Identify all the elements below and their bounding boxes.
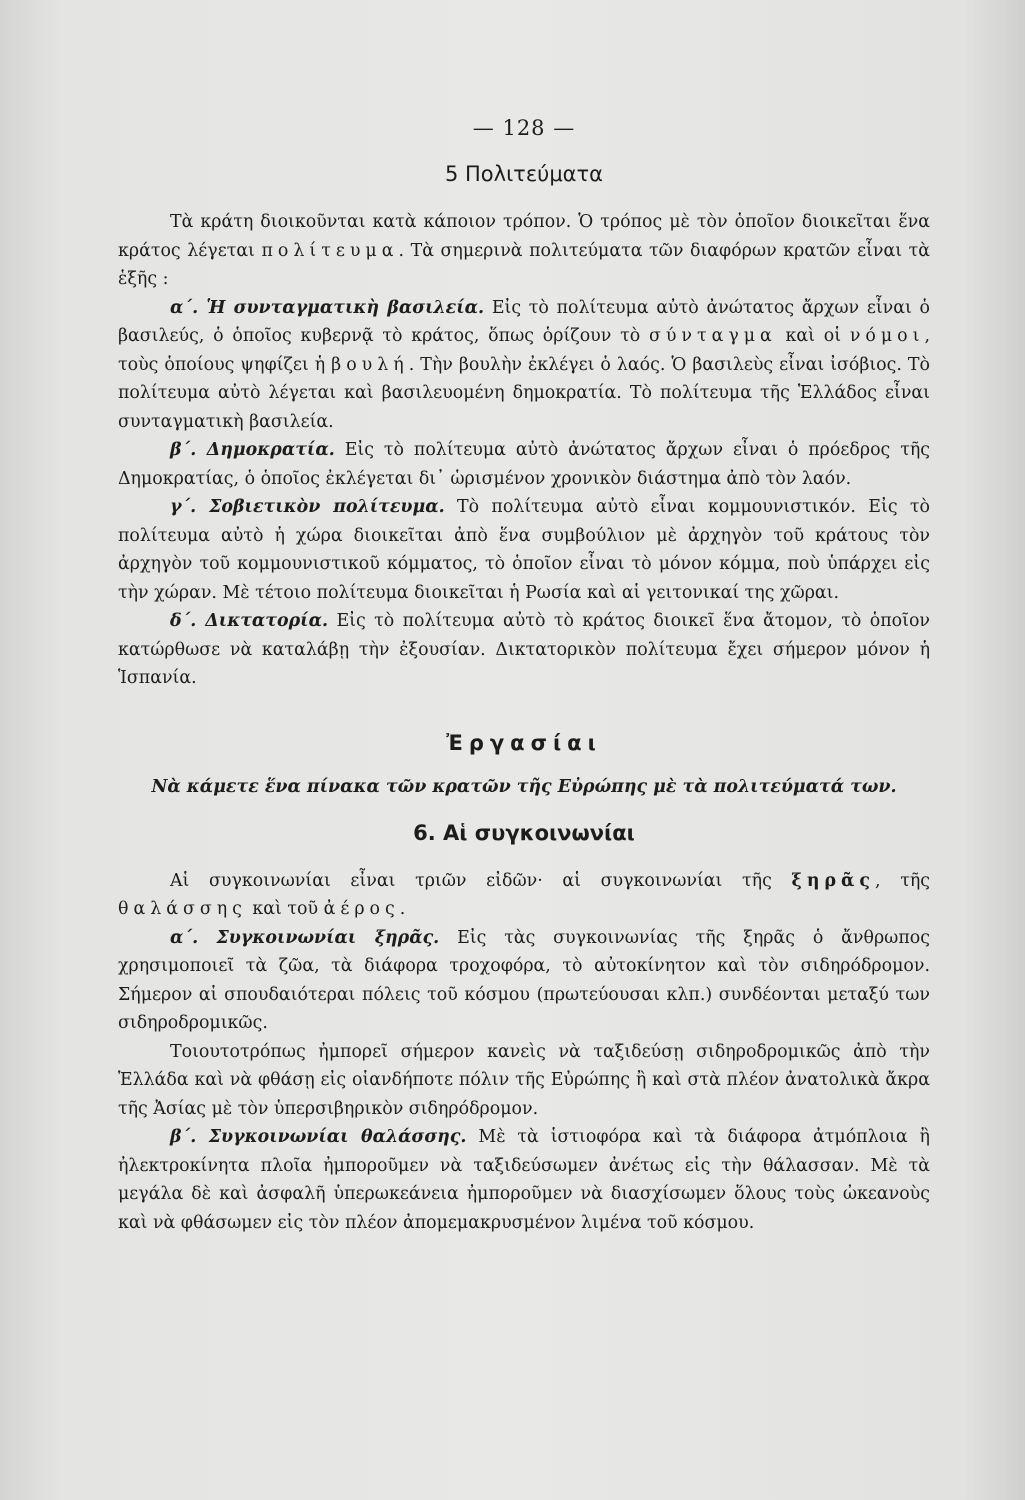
paragraph-sea-transport xyxy=(118,1123,930,1237)
item-title: δ΄. Δικτατορία. xyxy=(170,611,329,631)
paragraph-soviet-regime xyxy=(118,493,930,607)
paragraph-text: Εἰς τὸ πολίτευμα αὐτὸ τὸ κράτος διοικεῖ ἕνα ἄτομον, τὸ ὁποῖον κατώρθωσε νὰ καταλάβῃ τὴν ἐξουσίαν. Δικτατορικὸν πολίτευμα ἔχει σήμερον μόνον ἡ Ἱσπανία. xyxy=(118,611,930,688)
item-title: β΄. Συγκοινωνίαι θαλάσσης. xyxy=(170,1127,467,1147)
paragraph-text: . Τὴν βουλὴν ἐκλέγει ὁ λαός. Ὁ βασιλεὺς εἶναι ἰσόβιος. Τὸ πολίτευμα αὐτὸ λέγεται καὶ βασιλευομένη δημοκρατία. Τὸ πολίτευμα τῆς Ἑλλάδος εἶναι συνταγματικὴ βασιλεία. xyxy=(118,354,931,432)
intro-text: Αἱ συγκοινωνίαι εἶναι τριῶν εἰδῶν· αἱ συγκοινωνίαι τῆς xyxy=(170,870,792,891)
page-content xyxy=(118,116,930,1237)
item-title: β΄. Δημοκρατία. xyxy=(170,440,335,460)
intro-text: , τῆς xyxy=(875,870,930,891)
exercises-title: Ἐργασίαι xyxy=(446,730,602,755)
paragraph-constitutional-monarchy xyxy=(118,294,930,437)
paragraph-land-transport xyxy=(118,924,930,1038)
intro-text: . xyxy=(399,899,406,919)
emphasized-term: ξηρᾶς xyxy=(791,870,875,891)
exercise-task: Νὰ κάμετε ἕνα πίνακα τῶν κρατῶν τῆς Εὐρώπης μὲ τὰ πολιτεύματά των. xyxy=(151,776,897,797)
section-6-intro xyxy=(118,867,930,924)
emphasized-term: ἀέρος xyxy=(323,899,400,919)
emphasized-term: βουλή xyxy=(331,354,409,375)
emphasized-term: πολίτευμα xyxy=(261,240,399,261)
section-5-intro xyxy=(118,208,930,294)
paragraph-railway: Τοιουτοτρόπως ἠμπορεῖ σήμερον κανεὶς νὰ ταξιδεύσῃ σιδηροδρομικῶς ἀπὸ τὴν Ἑλλάδα καὶ νὰ φθάσῃ εἰς οἱανδήποτε πόλιν τῆς Εὐρώπης ἢ καὶ στὰ πλέον ἀνατολικὰ ἄκρα τῆς Ἀσίας μὲ τὸν ὑπερσιβηρικὸν σιδηρόδρομον. xyxy=(118,1041,930,1119)
paragraph-text: Εἰς τὰς συγκοινωνίας τῆς ξηρᾶς ὁ ἄνθρωπος χρησιμοποιεῖ τὰ ζῶα, τὰ διάφορα τροχοφόρα, τὸ αὐτοκίνητον καὶ τὸν σιδηρόδρομον. Σήμερον αἱ σπουδαιότεραι πόλεις τοῦ κόσμου (πρωτεύουσαι κλπ.) συνδέονται μεταξύ των σιδηροδρομικῶς. xyxy=(118,927,930,1033)
emphasized-term: νόμοι xyxy=(849,326,925,346)
intro-text: . Τὰ σημερινὰ πολιτεύματα τῶν διαφόρων κρατῶν εἶναι τὰ ἑξῆς : xyxy=(118,240,930,289)
paragraph-text: Μὲ τὰ ἱστιοφόρα καὶ τὰ διάφορα ἀτμόπλοια ἢ ἠλεκτροκίνητα πλοῖα ἠμποροῦμεν νὰ ταξιδεύσωμεν ἀνέτως εἰς τὴν θάλασσαν. Μὲ τὰ μεγάλα δὲ καὶ ἀσφαλῆ ὑπερωκεάνεια ἠμποροῦμεν νὰ διασχίσωμεν ὅλους τοὺς ὠκεανοὺς καὶ νὰ φθάσωμεν εἰς τὸν πλέον ἀπομεμακρυσμένον λιμένα τοῦ κόσμου. xyxy=(118,1127,930,1233)
item-title: α΄. Ἡ συνταγματικὴ βασιλεία. xyxy=(170,297,485,318)
paragraph-text: , τοὺς ὁποίους ψηφίζει ἡ xyxy=(118,326,930,375)
paragraph-dictatorship xyxy=(118,607,930,693)
page-number: — 128 — xyxy=(472,116,576,140)
section-5-title: 5 Πολιτεύματα xyxy=(444,162,604,186)
intro-text: Τὰ κράτη διοικοῦνται κατὰ κάποιον τρόπον. Ὁ τρόπος μὲ τὸν ὁποῖον διοικεῖται ἕνα κράτος λέγεται xyxy=(118,212,930,261)
paragraph-text: Εἰς τὸ πολίτευμα αὐτὸ ἀνώτατος ἄρχων εἶναι ὁ βασιλεύς, ὁ ὁποῖος κυβερνᾷ τὸ κράτος, ὅπως ὁρίζουν τὸ xyxy=(118,297,930,346)
item-title: α΄. Συγκοινωνίαι ξηρᾶς. xyxy=(170,927,440,948)
emphasized-term: σύνταγμα xyxy=(648,326,777,346)
paragraph-democracy xyxy=(118,436,930,493)
section-6-title: 6. Αἱ συγκοινωνίαι xyxy=(413,820,635,845)
paragraph-text: Εἰς τὸ πολίτευμα αὐτὸ ἀνώτατος ἄρχων εἶναι ὁ πρόεδρος τῆς Δημοκρατίας, ὁ ὁποῖος ἐκλέγεται δι᾽ ὡρισμένον χρονικὸν διάστημα ἀπὸ τὸν λαόν. xyxy=(118,440,931,489)
intro-text: καὶ τοῦ xyxy=(246,899,324,919)
paragraph-text: Τὸ πολίτευμα αὐτὸ εἶναι κομμουνιστικόν. Εἰς τὸ πολίτευμα αὐτὸ ἡ χώρα διοικεῖται ἀπὸ ἕνα συμβούλιον μὲ ἀρχηγὸν τοῦ κράτους τὸν ἀρχηγὸν τοῦ κομμουνιστικοῦ κόμματος, τὸ ὁποῖον εἶναι τὸ μόνον κόμμα, ποὺ ὑπάρχει εἰς τὴν χώραν. Μὲ τέτοιο πολίτευμα διοικεῖται ἡ Ρωσία καὶ αἱ γειτονικαί της χῶραι. xyxy=(118,497,931,603)
emphasized-term: θαλάσσης xyxy=(118,899,247,919)
item-title: γ΄. Σοβιετικὸν πολίτευμα. xyxy=(170,497,445,517)
paragraph-text: καὶ οἱ xyxy=(776,326,850,346)
